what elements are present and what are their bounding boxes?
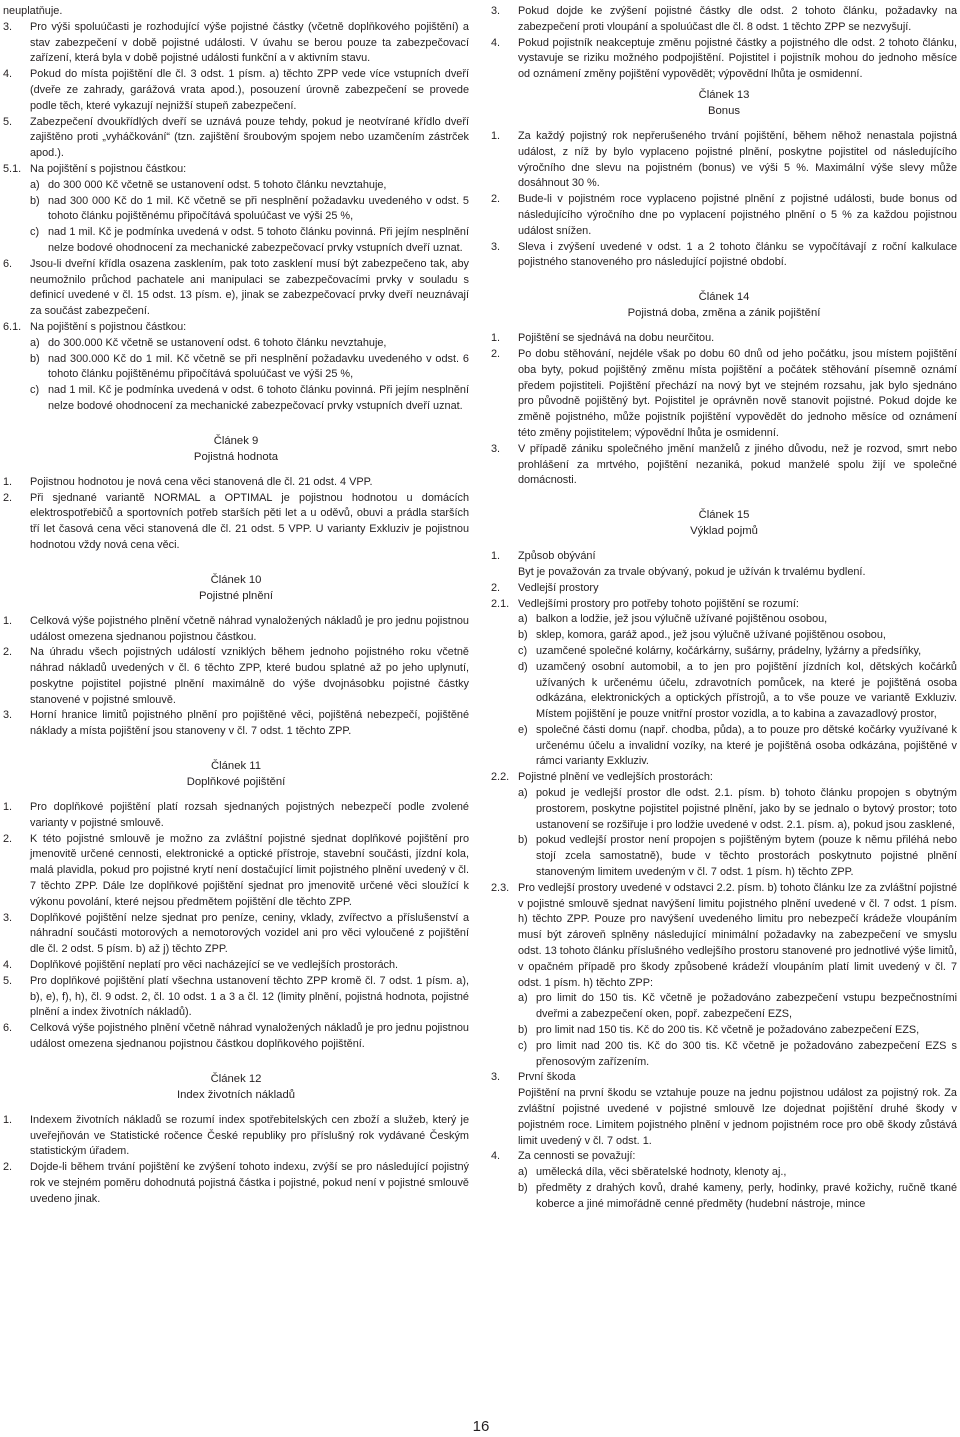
paragraph bbox=[3, 614, 469, 646]
paragraph-text: Bude-li v pojistném roce vyplaceno pojistné plnění z pojistné události, bude bonus od následujícího výročního dne po vyplacení pojistného plnění o 5 % za každou pojistnou událost snížen. bbox=[518, 193, 957, 237]
sub-item-letter: a) bbox=[518, 613, 528, 626]
sub-item bbox=[518, 1023, 957, 1039]
sub-item-letter: b) bbox=[30, 194, 40, 207]
paragraph bbox=[3, 475, 469, 491]
paragraph bbox=[3, 832, 469, 911]
paragraph bbox=[3, 1113, 469, 1160]
article-title: Pojistná doba, změna a zánik pojištění bbox=[627, 307, 821, 320]
paragraph-number: 3. bbox=[3, 911, 13, 924]
paragraph bbox=[491, 881, 957, 992]
paragraph-number: 5. bbox=[3, 115, 13, 128]
paragraph-number: 1. bbox=[491, 550, 501, 563]
article-heading bbox=[491, 289, 957, 321]
paragraph-text: V případě zániku společného jmění manželů z jiného důvodu, než je rozvod, smrt nebo prohlášení za mrtvého, pojištění nezaniká, pokud manželé spolu žijí ve společné domácnosti. bbox=[518, 442, 957, 487]
paragraph-number: 3. bbox=[491, 1071, 501, 1084]
paragraph-text: Za každý pojistný rok nepřerušeného trvání pojištění, během něhož nenastala pojistná událost, z níž by bylo vyplaceno pojistné plnění, poskytne pojistitel od následujícího výročního dne slevu na pojistném (bonus) ve výši 5 %. Maximální výše slevy může dosáhnout 30 %. bbox=[518, 129, 957, 190]
paragraph-number: 4. bbox=[3, 959, 13, 972]
sub-list bbox=[491, 786, 957, 881]
paragraph-number: 1. bbox=[3, 614, 13, 627]
paragraph-text: Jsou-li dveřní křídla osazena zasklením, pak toto zasklení musí být zabezpečeno tak, aby neumožnilo průchod pachatele ani manipulaci se zabezpečovacími prvky v souladu s definicí uvedené v čl. 15 odst. 13 písm. e), jinak se zabezpečovací prvky dveří neuznávají za součást zabezpečení. bbox=[30, 257, 469, 318]
paragraph bbox=[491, 4, 957, 36]
paragraph bbox=[3, 708, 469, 740]
paragraph-number: 2. bbox=[3, 646, 13, 659]
paragraph-text: Po dobu stěhování, nejdéle však po dobu 60 dnů od jeho počátku, jsou místem pojištění oba byty, pokud pojištěný změnu místa pojištění a počátek stěhování písemně oznámí předem pojistiteli. Pojištění přechází na nový byt ve stejném rozsahu, jak bylo sjednáno pro původně pojištěný byt. Pojistitel je oprávněn nově stanovit pojistné. Pokud dojde ke změně pojistného, může pojistník pojištění vypovědět do jednoho měsíce od oznámení této změny pojistitelem; výpovědní lhůta je osmidenní. bbox=[518, 347, 957, 439]
article-title: Výklad pojmů bbox=[690, 525, 758, 538]
sub-item-letter: c) bbox=[30, 226, 40, 239]
sub-item bbox=[30, 352, 469, 384]
right-column bbox=[491, 4, 957, 1213]
article-heading bbox=[491, 87, 957, 119]
sub-item-text: do 300 000 Kč včetně se ustanovení odst. 5 tohoto článku nevztahuje, bbox=[48, 178, 387, 191]
sub-item-letter: c) bbox=[518, 644, 528, 657]
page-number: 16 bbox=[472, 1418, 490, 1435]
paragraph-number: 6.1. bbox=[3, 320, 22, 333]
paragraph-number: 2.1. bbox=[491, 597, 510, 610]
sub-item-text: uzamčené společné kolárny, kočárkárny, sušárny, prádelny, lyžárny a předsíňky, bbox=[536, 644, 922, 657]
definition-heading bbox=[491, 1149, 957, 1165]
article-heading bbox=[3, 1071, 469, 1103]
paragraph-number: 1. bbox=[3, 475, 13, 488]
article-number: Článek 14 bbox=[698, 291, 750, 304]
paragraph-number: 1. bbox=[491, 129, 501, 142]
article-number: Článek 13 bbox=[698, 88, 750, 101]
paragraph-text: Celková výše pojistného plnění včetně náhrad vynaložených nákladů je pro jednu pojistnou událost omezena sjednanou pojistnou částkou. bbox=[30, 614, 469, 643]
sub-list bbox=[491, 1165, 957, 1212]
sub-item-letter: b) bbox=[30, 352, 40, 365]
sub-item bbox=[30, 225, 469, 257]
paragraph-number: 2. bbox=[491, 581, 501, 594]
paragraph-text: Pokud dojde ke zvýšení pojistné částky dle odst. 2 tohoto článku, požadavky na zabezpečení proti vloupání a spoluúčast dle čl. 8 odst. 1 těchto ZPP se nezvyšují. bbox=[518, 5, 957, 33]
paragraph-text: Doplňkové pojištění neplatí pro věci nacházející se ve vedlejších prostorách. bbox=[30, 959, 399, 972]
paragraph bbox=[3, 911, 469, 958]
sub-item bbox=[518, 833, 957, 880]
paragraph bbox=[3, 958, 469, 974]
paragraph-text: Pojištění se sjednává na dobu neurčitou. bbox=[518, 332, 715, 345]
sub-item bbox=[518, 628, 957, 644]
paragraph bbox=[3, 115, 469, 162]
paragraph-text: Pro výši spoluúčasti je rozhodující výše pojistné částky (včetně doplňkového pojištění) a stav zabezpečení v době pojistné události. V úvahu se berou pouze ta zabezpečovací zařízení, která byla v době pojistné události funkční a v aktivním stavu. bbox=[30, 20, 469, 65]
sub-item-text: nad 300.000 Kč do 1 mil. Kč včetně se při nesplnění požadavku uvedeného v odst. 6 tohoto článku pojištěnému připočítává spoluúčast ve výši 25 %, bbox=[48, 352, 469, 381]
sub-item-text: pro limit nad 200 tis. Kč do 300 tis. Kč včetně je požadováno zabezpečení EZS s přenosovým zařízením. bbox=[536, 1039, 957, 1068]
sub-item bbox=[518, 1039, 957, 1071]
paragraph bbox=[3, 1021, 469, 1053]
paragraph-text: Při sjednané variantě NORMAL a OPTIMAL je pojistnou hodnotou u domácích elektrospotřebičů a sportovních potřeb starších pěti let a u oděvů, obuvi a prádla starších tří let časová cena věci stanovená dle čl. 21 odst. 5 VPP. U varianty Exkluziv je pojistnou hodnotou vždy nová cena věci. bbox=[30, 491, 469, 551]
sub-item-letter: b) bbox=[518, 629, 528, 642]
article-number: Článek 15 bbox=[698, 509, 750, 522]
sub-item-text: sklep, komora, garáž apod., jež jsou výlučně užívané pojištěnou osobou, bbox=[536, 629, 886, 642]
sub-item-letter: c) bbox=[518, 1039, 528, 1052]
paragraph-number: 2. bbox=[491, 347, 501, 360]
sub-list bbox=[3, 336, 469, 415]
sub-list bbox=[491, 612, 957, 770]
paragraph-number: 2.3. bbox=[491, 881, 510, 894]
sub-item-letter: a) bbox=[518, 787, 528, 800]
paragraph-text: Vedlejšími prostory pro potřeby tohoto pojištění se rozumí: bbox=[518, 597, 799, 610]
paragraph bbox=[491, 240, 957, 272]
sub-item-letter: a) bbox=[518, 992, 528, 1005]
paragraph-text: Pro doplňkové pojištění platí všechna ustanovení těchto ZPP kromě čl. 7 odst. 1 písm. a), b), e), f), h), čl. 9 odst. 2, čl. 10 odst. 1 a 3 a čl. 12 (limity plnění, pojistná hodnota, pojistné plnění a index životních nákladů). bbox=[30, 974, 469, 1019]
paragraph-number: 4. bbox=[3, 68, 13, 81]
paragraph bbox=[491, 770, 957, 786]
paragraph-number: 6. bbox=[3, 257, 13, 270]
paragraph-number: 3. bbox=[491, 5, 501, 17]
definition-heading bbox=[491, 549, 957, 565]
sub-item-letter: a) bbox=[30, 336, 40, 349]
definition-heading bbox=[491, 1070, 957, 1086]
sub-item bbox=[518, 1181, 957, 1213]
article-title: Pojistné plnění bbox=[198, 589, 274, 602]
paragraph-text: Dojde-li během trvání pojištění ke zvýšení tohoto indexu, zvýší se pro následující pojistný rok ve stejném poměru dohodnutá pojistná částka i pojistné, pokud není v pojistné smlouvě uvedeno jinak. bbox=[30, 1161, 469, 1205]
paragraph-number: 2.2. bbox=[491, 771, 510, 784]
paragraph bbox=[491, 347, 957, 442]
sub-item-letter: b) bbox=[518, 1182, 528, 1194]
article-heading bbox=[491, 507, 957, 539]
paragraph-text: Doplňkové pojištění nelze sjednat pro peníze, ceniny, vklady, zvířectvo a příslušenství a náhradní součásti motorových a nemotorových vozidel ani pro věci vyloučené z pojištění dle čl. 2 odst. 5 písm. b) až j) těchto ZPP. bbox=[30, 911, 469, 956]
paragraph bbox=[491, 36, 957, 83]
paragraph bbox=[3, 67, 469, 114]
sub-item-letter: c) bbox=[30, 384, 40, 397]
paragraph bbox=[3, 1160, 469, 1207]
sub-item-text: umělecká díla, věci sběratelské hodnoty, klenoty aj., bbox=[536, 1166, 787, 1179]
sub-item-text: společné části domu (např. chodba, půda), a to pouze pro dětské kočárky využívané k určenému účelu a invalidní vozíky, na které je pojištěná osoba odkázána, pojištěné v rámci varianty Exkluziv. bbox=[536, 723, 957, 768]
paragraph-text: Na pojištění s pojistnou částkou: bbox=[30, 162, 187, 175]
article-heading bbox=[3, 433, 469, 465]
definition-heading bbox=[491, 581, 957, 597]
sub-item-letter: d) bbox=[518, 660, 528, 673]
sub-item-text: balkon a lodžie, jež jsou výlučně užívané pojištěnou osobou, bbox=[536, 613, 828, 626]
sub-list bbox=[491, 991, 957, 1070]
sub-item bbox=[518, 612, 957, 628]
paragraph-text: Na pojištění s pojistnou částkou: bbox=[30, 320, 187, 333]
paragraph-text: Pokud pojistník neakceptuje změnu pojistné částky a pojistného dle odst. 2 tohoto článku, vystavuje se riziku možného podpojištění. Pojistitel i pojistník mohou do jednoho měsíce od oznámení změny pojištění vypovědět; výpovědní lhůta je osmidenní. bbox=[518, 36, 957, 81]
sub-item-letter: a) bbox=[30, 178, 40, 191]
definition-text: Byt je považován za trvale obývaný, pokud je užíván k trvalému bydlení. bbox=[518, 565, 866, 578]
left-column bbox=[3, 4, 469, 1208]
paragraph-number: 4. bbox=[491, 36, 501, 49]
paragraph-number: 3. bbox=[3, 709, 13, 722]
paragraph-number: 2. bbox=[3, 832, 13, 845]
paragraph-text: Na úhradu všech pojistných událostí vzniklých během jednoho pojistného roku včetně náhrad nákladů uvedených v čl. 6 těchto ZPP, které budou splatné až po jeho uplynutí, poskytne pojistitel pojistné plnění maximálně do výše dvojnásobku pojistné částky stanovené v pojistné smlouvě. bbox=[30, 646, 469, 706]
paragraph-number: 5.1. bbox=[3, 162, 22, 175]
paragraph-text: K této pojistné smlouvě je možno za zvláštní pojistné sjednat doplňkové pojištění pro jmenovitě určené cennosti, elektronické a optické přístroje, stavební součásti, jízdní kola, malá plavidla, pokud pro pojistné krytí není dostačující limit pojistného plnění uvedený v čl. 7 těchto ZPP. Dále lze doplňkové pojištění sjednat pro jmenovitě určené věci sloužící k výkonu povolání, které nejsou předmětem pojištění dle těchto ZPP. bbox=[30, 832, 469, 908]
article-heading bbox=[3, 758, 469, 790]
article-title: Pojistná hodnota bbox=[193, 450, 279, 463]
paragraph bbox=[3, 800, 469, 832]
sub-item bbox=[518, 644, 957, 660]
sub-item-text: pokud je vedlejší prostor dle odst. 2.1. písm. b) tohoto článku propojen s obytným prostorem, poskytne pojistitel pojistné plnění, jako by se jednalo o bytový prostor; toto ustanovení se rozšiřuje i pro lodžie uvedené v odst. 2.1. písm. a), pokud jsou zasklené, bbox=[536, 787, 957, 831]
sub-item-text: nad 1 mil. Kč je podmínka uvedená v odst. 5 tohoto článku povinná. Při jejím nesplnění nelze bodové ohodnocení za mechanické zabezpečovací prvky vstupních dveří uznat. bbox=[48, 226, 469, 254]
definition-term: Způsob obývání bbox=[518, 550, 596, 563]
sub-item bbox=[518, 723, 957, 770]
sub-item-text: pro limit nad 150 tis. Kč do 200 tis. Kč včetně je požadováno zabezpečení EZS, bbox=[536, 1024, 920, 1037]
sub-item-letter: e) bbox=[518, 723, 528, 736]
sub-item bbox=[30, 194, 469, 226]
sub-item-text: pro limit do 150 tis. Kč včetně je požadováno zabezpečení vstupu bezpečnostními dveřmi a zabezpečení oken, popř. zabezpečení EZS, bbox=[536, 992, 957, 1021]
definition-term: První škoda bbox=[518, 1071, 576, 1084]
article-number: Článek 11 bbox=[210, 760, 262, 773]
sub-item bbox=[518, 660, 957, 723]
paragraph-number: 3. bbox=[491, 442, 501, 455]
paragraph-text: Pojistné plnění ve vedlejších prostorách: bbox=[518, 771, 713, 784]
sub-item bbox=[518, 991, 957, 1023]
article-title: Doplňkové pojištění bbox=[186, 776, 286, 789]
article-heading bbox=[3, 572, 469, 604]
paragraph bbox=[3, 974, 469, 1021]
paragraph-text: Celková výše pojistného plnění včetně náhrad vynaložených nákladů je pro jednu pojistnou událost omezena sjednanou pojistnou částkou doplňkového pojištění. bbox=[30, 1022, 469, 1051]
sub-item bbox=[518, 786, 957, 833]
paragraph-number: 5. bbox=[3, 974, 13, 987]
paragraph bbox=[3, 20, 469, 67]
paragraph-text: Pojistnou hodnotou je nová cena věci stanovená dle čl. 21 odst. 4 VPP. bbox=[30, 475, 373, 488]
sub-item-text: do 300.000 Kč včetně se ustanovení odst. 6 tohoto článku nevztahuje, bbox=[48, 336, 387, 349]
definition-term: Vedlejší prostory bbox=[518, 581, 599, 594]
paragraph bbox=[491, 597, 957, 613]
article-title: Index životních nákladů bbox=[176, 1088, 296, 1101]
sub-item bbox=[518, 1165, 957, 1181]
article-title: Bonus bbox=[707, 104, 741, 117]
paragraph-number: 3. bbox=[491, 240, 501, 253]
paragraph-text: Horní hranice limitů pojistného plnění pro pojištěné věci, pojištěná nebezpečí, pojištěné náklady a místa pojištění jsou stanoveny v čl. 7 odst. 1 těchto ZPP. bbox=[30, 709, 469, 738]
paragraph-number: 1. bbox=[3, 1113, 13, 1126]
sub-item bbox=[30, 336, 469, 352]
sub-item-text: pokud vedlejší prostor není propojen s pojištěným bytem (pouze k němu přiléhá nebo stojí zcela samostatně), bude v těchto prostorách poskytnuto pojistné plnění stanoveným limitem uvedeným v čl. 7 odst. 1 písm. h) těchto ZPP. bbox=[536, 834, 957, 879]
sub-item-letter: a) bbox=[518, 1166, 528, 1179]
paragraph bbox=[3, 162, 469, 178]
sub-item bbox=[30, 178, 469, 194]
article-number: Článek 9 bbox=[213, 434, 259, 447]
sub-item-text: nad 1 mil. Kč je podmínka uvedená v odst. 6 tohoto článku povinná. Při jejím nesplnění nelze bodové ohodnocení za mechanické zabezpečovací prvky vstupních dveří uznat. bbox=[48, 384, 469, 412]
paragraph-text: Pro doplňkové pojištění platí rozsah sjednaných pojistných nebezpečí podle zvolené varianty v pojistné smlouvě. bbox=[30, 801, 469, 829]
paragraph-number: 3. bbox=[3, 20, 13, 33]
paragraph bbox=[3, 320, 469, 336]
paragraph bbox=[491, 442, 957, 489]
sub-item-text: uzamčený osobní automobil, a to jen pro pojištění jízdních kol, dětských kočárků užívaných k určenému účelu, zdravotních pomůcek, na které je pojištěná osoba odkázána, elektronických a optických přístrojů, a to vše pouze ve variantě Exkluziv. Místem pojištění je pouze vnitřní prostor vozidla, a to kabina a zavazadlový prostor, bbox=[536, 660, 957, 721]
sub-item-letter: b) bbox=[518, 834, 528, 847]
sub-item-letter: b) bbox=[518, 1024, 528, 1037]
paragraph-text: Sleva i zvýšení uvedené v odst. 1 a 2 tohoto článku se vypočítávají z roční kalkulace pojistného stanoveného pro následující pojistné období. bbox=[518, 240, 957, 269]
paragraph bbox=[491, 192, 957, 239]
paragraph-text: Indexem životních nákladů se rozumí index spotřebitelských cen zboží a služeb, který je uveřejňován ve Statistické ročence České republiky pro příslušný rok vydávané Českým statistickým úřadem. bbox=[30, 1113, 469, 1158]
paragraph-number: 2. bbox=[3, 491, 13, 504]
definition-term: Za cennosti se považují: bbox=[518, 1150, 636, 1163]
paragraph-text: Pro vedlejší prostory uvedené v odstavci 2.2. písm. b) tohoto článku lze za zvláštní pojistné v pojistné smlouvě sjednat navýšení limitu pojistného plnění uvedené v čl. 7 odst. 1 písm. h) těchto ZPP. Pouze pro navýšení uvedeného limitu pro nebezpečí krádeže vloupáním musí být zároveň splněny následující minimální požadavky na zabezpečení ve smyslu odst. 13 tohoto článku příslušného vedlejšího prostoru stanovené pro jednotlivé výše limitů, v opačném případě pro škody způsobené krádeží vloupáním platí limit uvedený v čl. 7 odst. 1 písm. h) těchto ZPP: bbox=[518, 881, 957, 989]
article-number: Článek 10 bbox=[210, 573, 262, 586]
paragraph bbox=[491, 331, 957, 347]
paragraph bbox=[491, 129, 957, 192]
article-number: Článek 12 bbox=[210, 1072, 262, 1085]
paragraph-number: 1. bbox=[491, 332, 501, 345]
paragraph-number: 1. bbox=[3, 801, 13, 814]
paragraph-number: 2. bbox=[491, 193, 501, 206]
paragraph-text: Zabezpečení dvoukřídlých dveří se uznává pouze tehdy, pokud je neotvírané křídlo dveří zajištěno proti „vyháčkování“ (tzn. zajištění šroubovým spojem nebo uzamčením zástrček apod.). bbox=[30, 115, 469, 160]
sub-item-text: nad 300 000 Kč do 1 mil. Kč včetně se při nesplnění požadavku uvedeného v odst. 5 tohoto článku pojištěnému připočítává spoluúčast ve výši 25 %, bbox=[48, 194, 469, 223]
paragraph-text: Pokud do místa pojištění dle čl. 3 odst. 1 písm. a) těchto ZPP vede více vstupních dveří (dveře ze zahrady, garážová vrata apod.), posouzení úrovně zabezpečení se provede podle těch, které vykazují nejnižší stupeň zabezpečení. bbox=[30, 68, 469, 112]
sub-list bbox=[3, 178, 469, 257]
paragraph-number: 2. bbox=[3, 1161, 13, 1174]
continued-text: neuplatňuje. bbox=[3, 5, 63, 17]
paragraph-number: 4. bbox=[491, 1150, 501, 1163]
sub-item bbox=[30, 383, 469, 415]
paragraph bbox=[3, 491, 469, 554]
paragraph-number: 6. bbox=[3, 1022, 13, 1035]
sub-item-text: předměty z drahých kovů, drahé kameny, perly, hodinky, pravé kožichy, ručně tkané koberce a jiné mimořádně cenné předměty (hudební nástroje, mince bbox=[536, 1182, 957, 1210]
paragraph bbox=[3, 645, 469, 708]
paragraph bbox=[3, 257, 469, 320]
definition-text: Pojištění na první škodu se vztahuje pouze na jednu pojistnou událost za pojistný rok. Za zvláštní pojistné uvedené v pojistné smlouvě lze dojednat pojištění druhé škody v pojistném roce. Limitem pojistného plnění v jednom pojistném roce pro obě škody zůstává limit uvedený v čl. 7 odst. 1. bbox=[518, 1087, 957, 1147]
